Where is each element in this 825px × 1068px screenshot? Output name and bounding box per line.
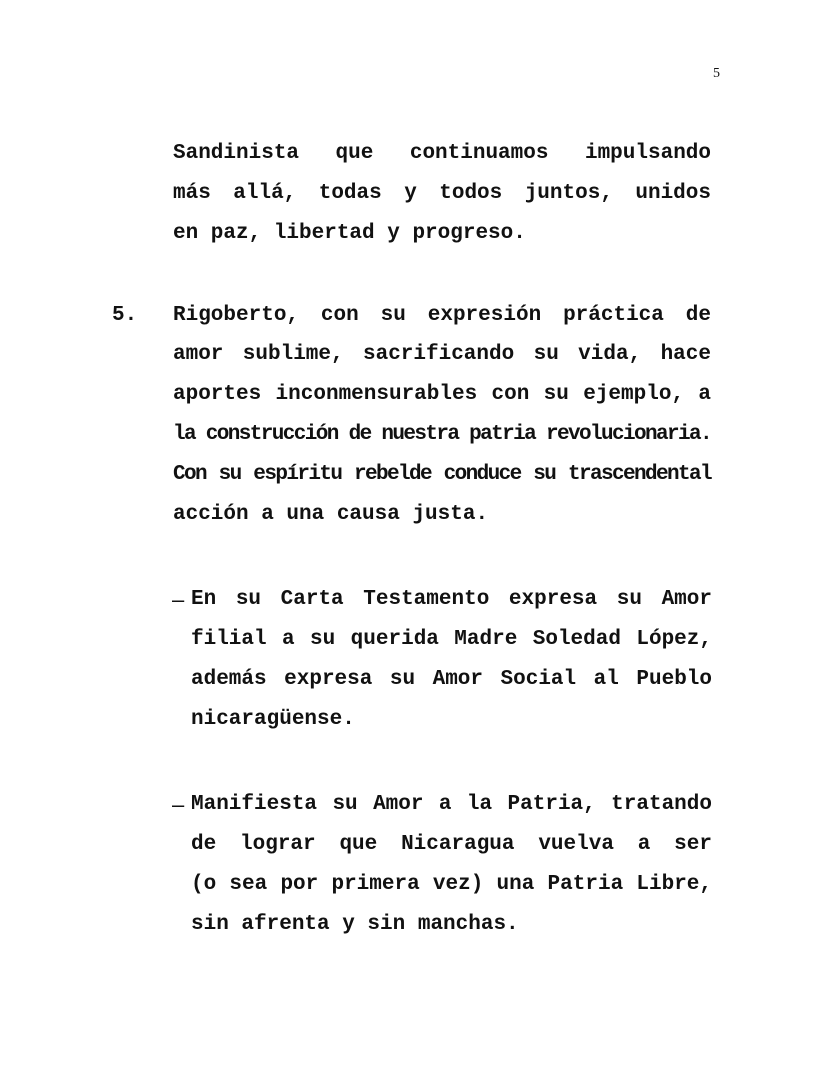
page-number: 5 <box>713 66 720 81</box>
bullet-line: nicaragüense. <box>191 708 355 731</box>
bullet-dash-icon: – <box>172 587 185 612</box>
bullet-line: (o sea por primera vez) una Patria Libre, <box>191 873 712 896</box>
intro-line: Sandinista que continuamos impulsando <box>173 142 711 165</box>
item-line: Rigoberto, con su expresión práctica de <box>173 304 711 327</box>
bullet-line: Manifiesta su Amor a la Patria, tratando <box>191 793 712 816</box>
item-number: 5. <box>112 304 138 327</box>
bullet-line: sin afrenta y sin manchas. <box>191 913 519 936</box>
item-line: aportes inconmensurables con su ejemplo, a <box>173 383 711 406</box>
bullet-line: de lograr que Nicaragua vuelva a ser <box>191 833 712 856</box>
item-line: Con su espíritu rebelde conduce su trascendental <box>173 463 711 486</box>
intro-line: en paz, libertad y progreso. <box>173 222 526 245</box>
item-line: acción a una causa justa. <box>173 503 489 526</box>
bullet-line: En su Carta Testamento expresa su Amor <box>191 588 712 611</box>
bullet-dash-icon: – <box>172 792 185 817</box>
intro-line: más allá, todas y todos juntos, unidos <box>173 182 711 205</box>
item-line: amor sublime, sacrificando su vida, hace <box>173 343 711 366</box>
bullet-line: filial a su querida Madre Soledad López, <box>191 628 712 651</box>
item-line: la construcción de nuestra patria revolucionaria. <box>173 423 711 446</box>
bullet-line: además expresa su Amor Social al Pueblo <box>191 668 712 691</box>
